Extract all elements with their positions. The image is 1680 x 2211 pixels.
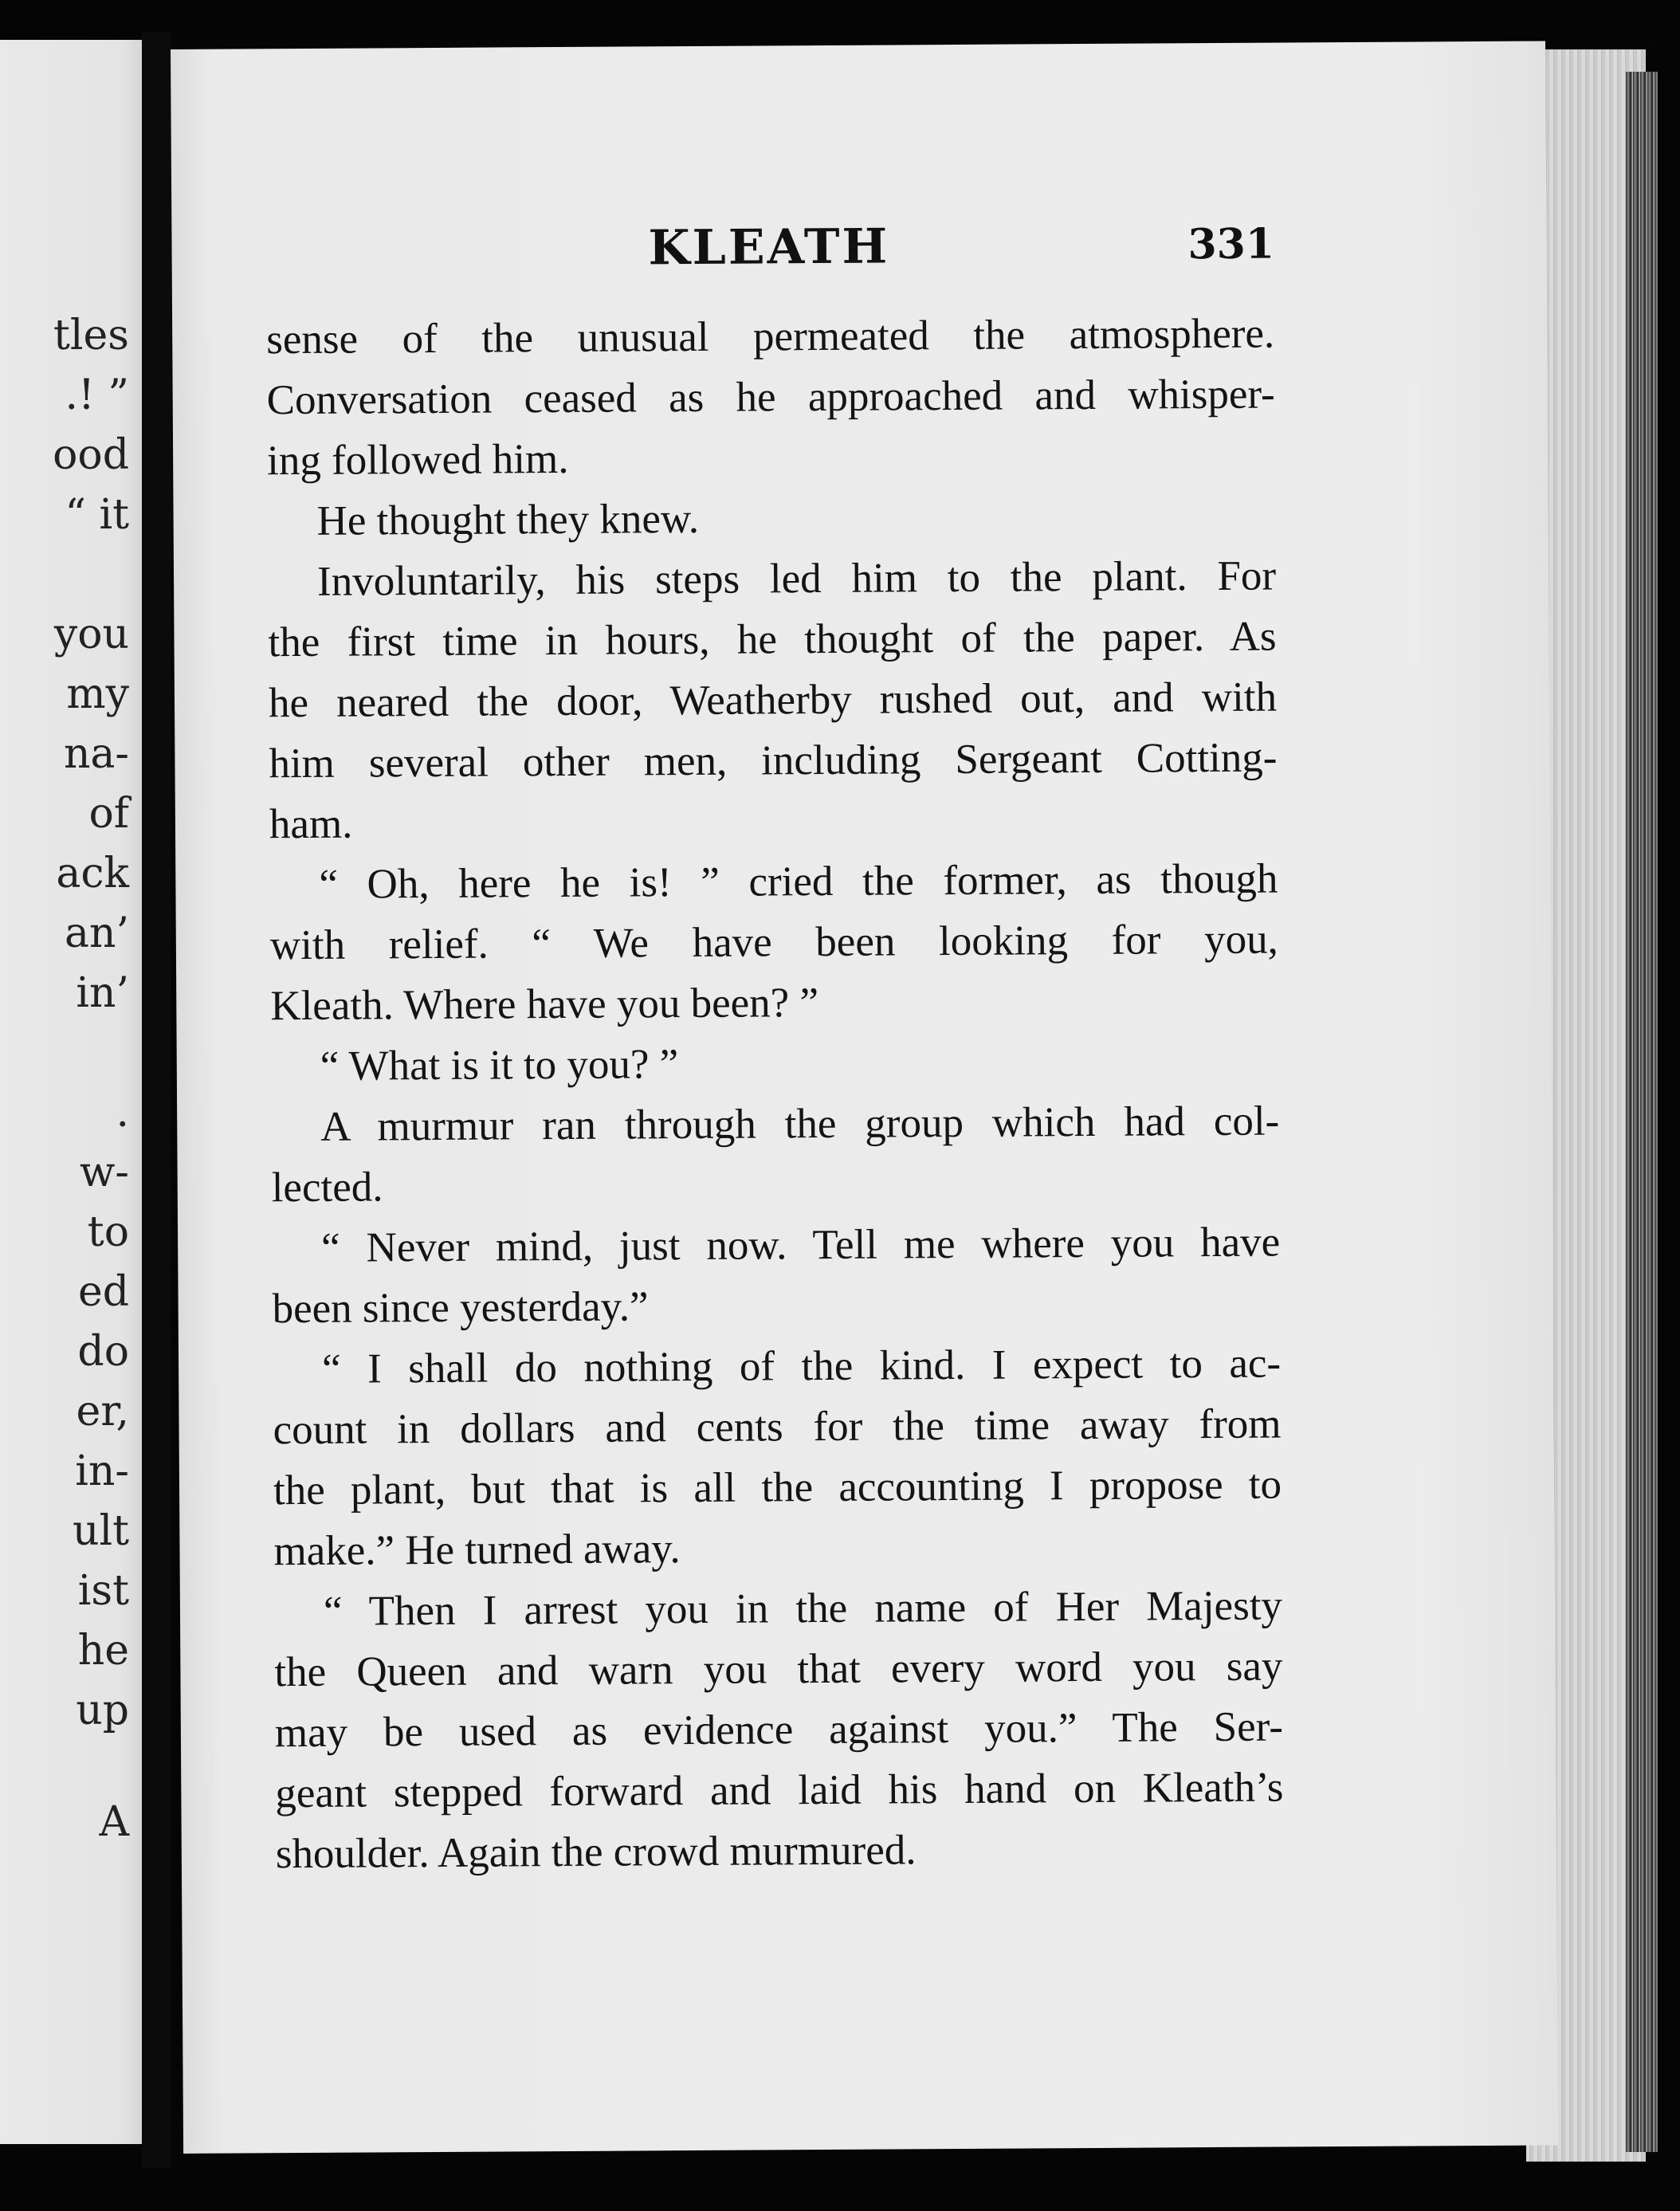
text-line: “ Never mind, just now. Tell me where you have [321, 1219, 1281, 1271]
left-facing-page [0, 40, 151, 2144]
left-page-fragment: he [77, 1627, 129, 1675]
text-line: sense of the unusual permeated the atmosphere. [266, 310, 1275, 363]
text-line: lected. [271, 1164, 383, 1212]
text-line: him several other men, including Sergeant Cotting- [269, 734, 1278, 787]
text-line: count in dollars and cents for the time away from [273, 1400, 1282, 1454]
left-page-fragment: . [116, 1089, 129, 1137]
text-line: “ Oh, here he is! ” cried the former, as though [319, 855, 1278, 908]
left-page-fragment: an’ [64, 909, 129, 957]
body-text [266, 306, 1284, 1878]
text-line: the plant, but that is all the accounting I propose to [273, 1461, 1282, 1514]
text-line: the first time in hours, he thought of the paper. As [268, 613, 1277, 666]
left-page-fragment: tles [53, 312, 129, 359]
left-page-fragment: in’ [76, 969, 129, 1017]
text-line: A murmur ran through the group which had col- [320, 1098, 1280, 1150]
running-head: KLEATH [648, 218, 890, 277]
left-page-fragment: ack [56, 850, 129, 897]
text-line: ham. [269, 800, 353, 848]
text-line: with relief. “ We have been looking for you, [269, 916, 1279, 969]
left-page-fragment: ult [72, 1507, 129, 1555]
text-line: Kleath. Where have you been? ” [270, 980, 819, 1030]
left-page-fragment: er, [76, 1388, 129, 1435]
main-page [171, 41, 1558, 2153]
text-line: may be used as evidence against you.” The Ser- [274, 1703, 1284, 1757]
left-page-fragment: ed [77, 1268, 129, 1316]
left-page-fragment: in- [75, 1447, 129, 1495]
text-line: make.” He turned away. [273, 1526, 681, 1575]
text-line: “ I shall do nothing of the kind. I expect to ac- [321, 1340, 1282, 1392]
text-line: “ What is it to you? ” [320, 1041, 679, 1090]
text-line: He thought they knew. [316, 495, 700, 544]
left-page-fragment: you [53, 611, 129, 658]
text-line: he neared the door, Weatherby rushed out, and with [268, 674, 1278, 727]
text-line: the Queen and warn you that every word you say [274, 1643, 1283, 1696]
left-page-fragment: up [76, 1687, 129, 1734]
text-line: geant stepped forward and laid his hand on Kleath’s [275, 1764, 1284, 1817]
left-page-fragment: my [66, 670, 129, 718]
text-line: “ Then I arrest you in the name of Her Majesty [323, 1582, 1283, 1635]
text-line: Involuntarily, his steps led him to the plant. For [316, 552, 1277, 605]
left-page-fragment: to [87, 1208, 129, 1256]
left-page-fragment: ist [77, 1567, 129, 1615]
left-page-fragment: of [88, 790, 129, 838]
page-fore-edge-shadow [1626, 72, 1658, 2152]
text-line: been since yesterday.” [272, 1283, 649, 1333]
book-gutter [142, 32, 171, 2168]
left-page-fragment: “ it [65, 491, 129, 539]
text-line: shoulder. Again the crowd murmured. [275, 1827, 917, 1878]
left-page-fragment: w- [79, 1149, 129, 1196]
left-page-fragment: .! ” [65, 371, 129, 419]
left-page-fragment: na- [63, 730, 129, 778]
left-page-fragment: A [99, 1798, 129, 1846]
text-line: ing followed him. [266, 435, 569, 485]
text-line: Conversation ceased as he approached and whisper- [266, 371, 1275, 424]
left-page-fragment: ood [53, 431, 129, 479]
page-number: 331 [1187, 219, 1275, 269]
left-page-fragment: do [77, 1328, 129, 1376]
